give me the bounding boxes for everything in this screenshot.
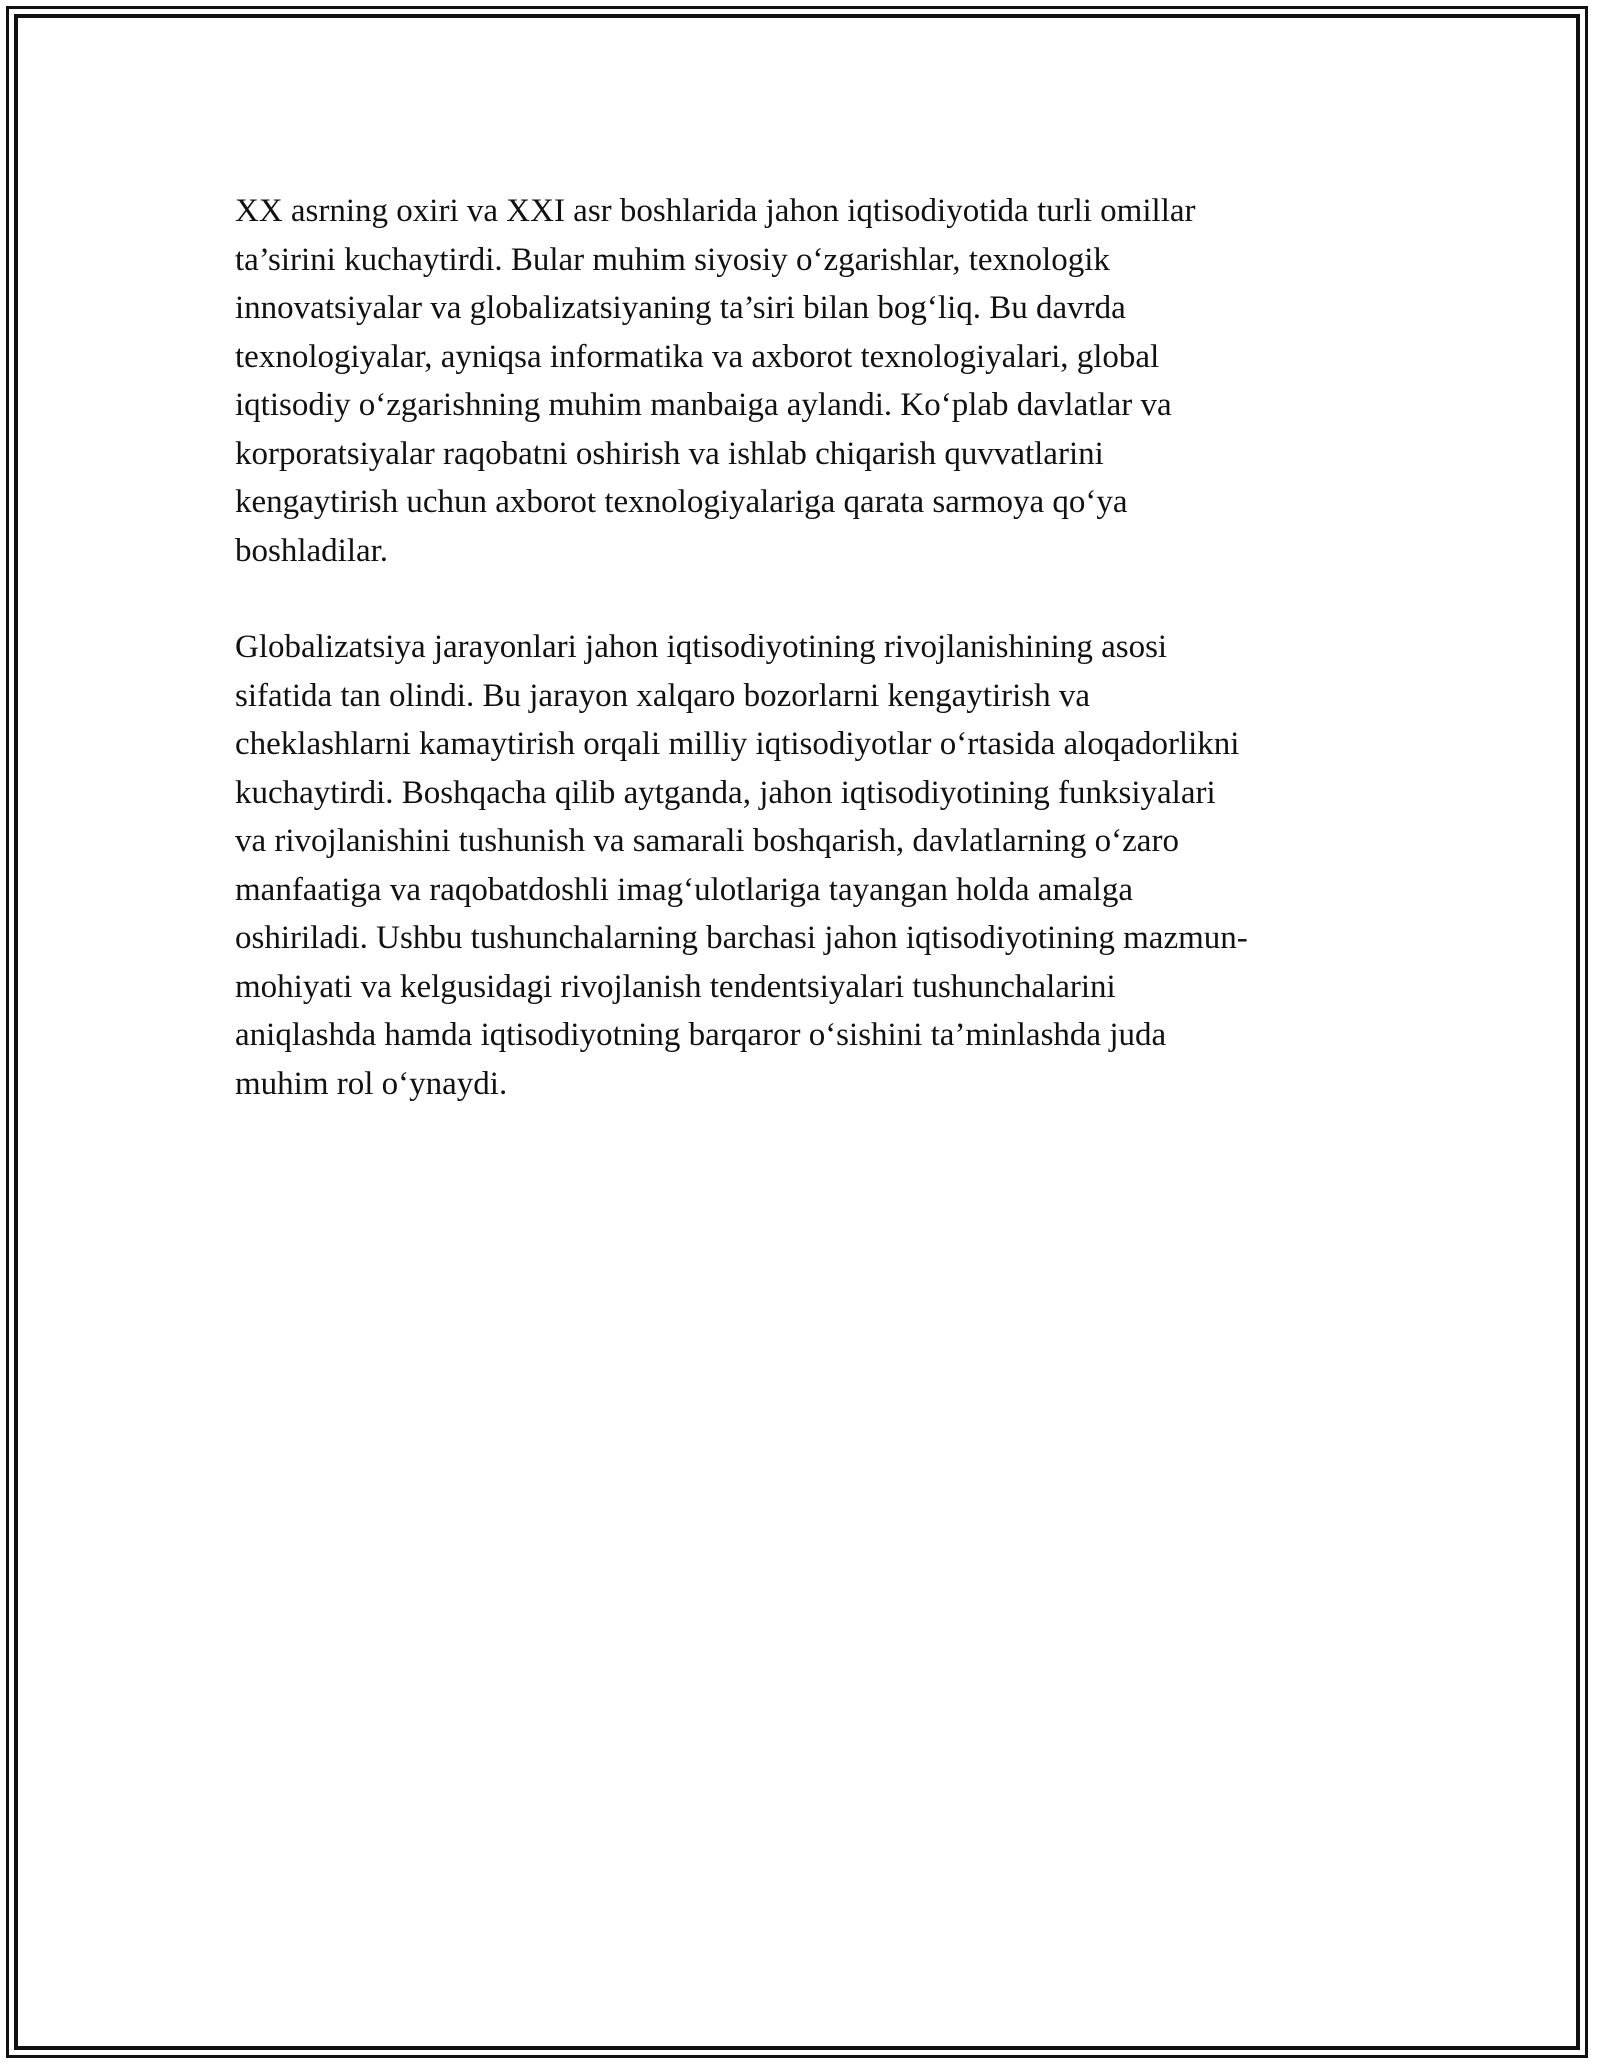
paragraph-1: [235, 187, 1365, 575]
text-line: XX asrning oxiri va XXI asr boshlarida jahon iqtisodiyotida turli omillar: [235, 193, 1196, 229]
text-line: kuchaytirdi. Boshqacha qilib aytganda, jahon iqtisodiyotining funksiyalari: [235, 774, 1216, 811]
paragraph-2: [235, 623, 1365, 1108]
text-line: oshiriladi. Ushbu tushunchalarning barchasi jahon iqtisodiyotining mazmun-: [235, 920, 1248, 956]
text-line: korporatsiyalar raqobatni oshirish va ishlab chiqarish quvvatlarini: [235, 435, 1104, 472]
text-line: iqtisodiy o‘zgarishning muhim manbaiga aylandi. Ko‘plab davlatlar va: [235, 387, 1172, 423]
document-body: [235, 187, 1365, 1108]
text-line: sifatida tan olindi. Bu jarayon xalqaro bozorlarni kengaytirish va: [235, 677, 1091, 714]
text-line: va rivojlanishini tushunish va samarali boshqarish, davlatlarning o‘zaro: [235, 823, 1179, 859]
text-line: cheklashlarni kamaytirish orqali milliy iqtisodiyotlar o‘rtasida aloqadorlikni: [235, 726, 1240, 762]
text-line: texnologiyalar, ayniqsa informatika va axborot texnologiyalari, global: [235, 338, 1160, 375]
text-line: boshladilar.: [235, 532, 389, 569]
text-line: kengaytirish uchun axborot texnologiyalariga qarata sarmoya qo‘ya: [235, 484, 1128, 520]
text-line: mohiyati va kelgusidagi rivojlanish tendentsiyalari tushunchalarini: [235, 968, 1116, 1005]
text-line: manfaatiga va raqobatdoshli imag‘ulotlariga tayangan holda amalga: [235, 871, 1133, 908]
text-line: innovatsiyalar va globalizatsiyaning ta’siri bilan bog‘liq. Bu davrda: [235, 290, 1126, 326]
text-line: muhim rol o‘ynaydi.: [235, 1065, 508, 1102]
text-line: ta’sirini kuchaytirdi. Bular muhim siyosiy o‘zgarishlar, texnologik: [235, 241, 1110, 278]
text-line: aniqlashda hamda iqtisodiyotning barqaror o‘sishini ta’minlashda juda: [235, 1017, 1167, 1053]
text-line: Globalizatsiya jarayonlari jahon iqtisodiyotining rivojlanishining asosi: [235, 629, 1168, 665]
